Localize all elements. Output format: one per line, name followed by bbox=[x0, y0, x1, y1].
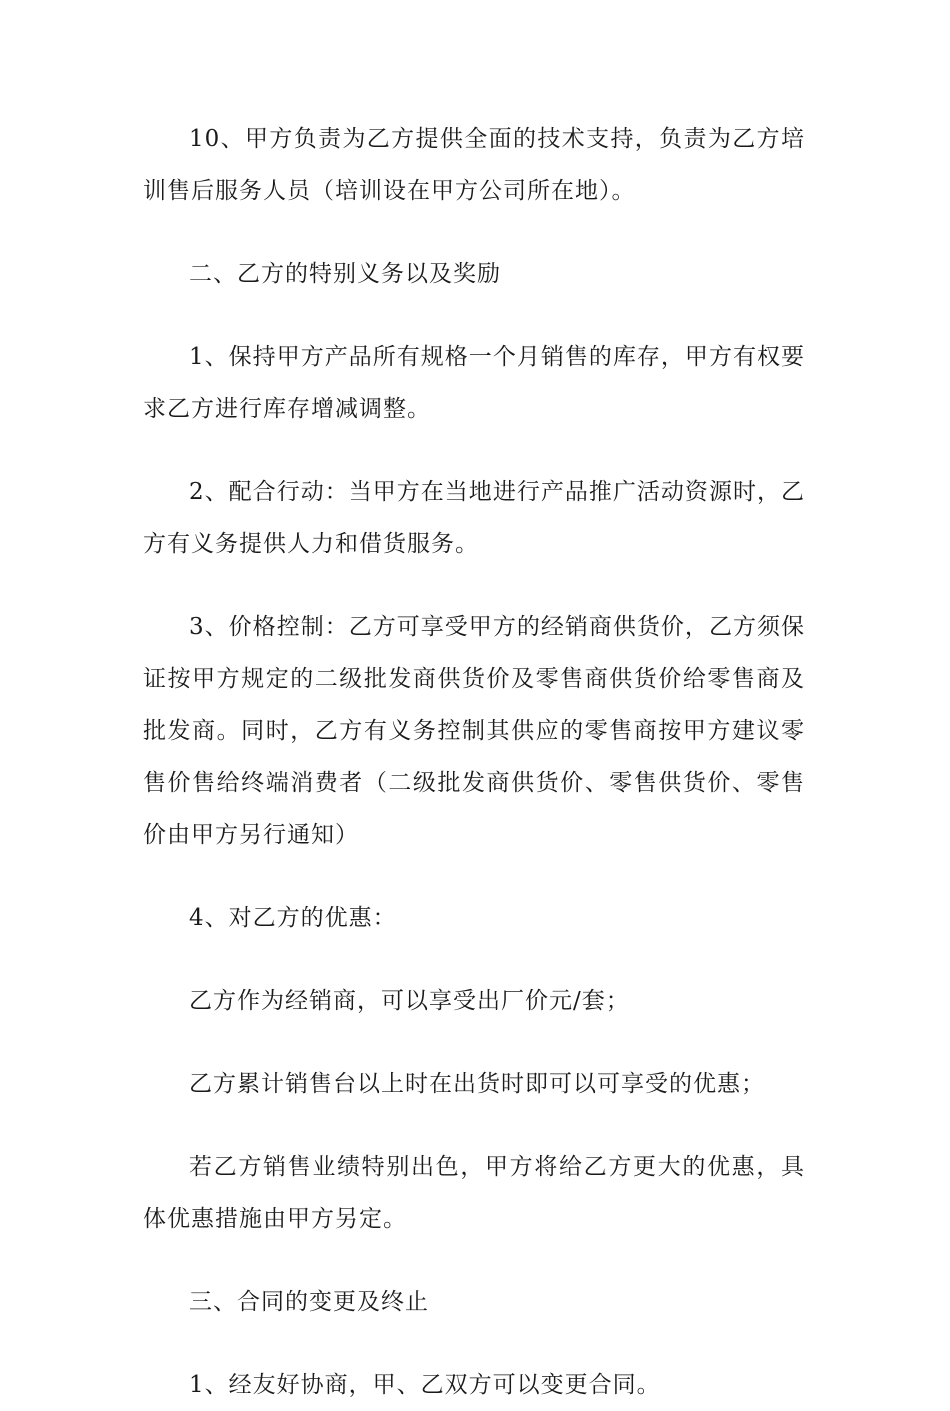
document-body bbox=[143, 113, 805, 1411]
discount-factory-price: 乙方作为经销商，可以享受出厂价元/套； bbox=[189, 988, 630, 1014]
clause-1-inventory: 1、保持甲方产品所有规格一个月销售的库存，甲方有权要求乙方进行库存增减调整。 bbox=[143, 344, 805, 422]
section-heading-2: 二、乙方的特别义务以及奖励 bbox=[189, 261, 501, 287]
clause-2-cooperation: 2、配合行动：当甲方在当地进行产品推广活动资源时，乙方有义务提供人力和借货服务。 bbox=[143, 479, 805, 557]
clause-4-discounts: 4、对乙方的优惠： bbox=[189, 905, 397, 931]
discount-performance: 若乙方销售业绩特别出色，甲方将给乙方更大的优惠，具体优惠措施由甲方另定。 bbox=[143, 1154, 805, 1232]
clause-10-tech-support: 10、甲方负责为乙方提供全面的技术支持，负责为乙方培训售后服务人员（培训设在甲方公司所在地）。 bbox=[143, 126, 805, 204]
clause-3-price-control: 3、价格控制：乙方可享受甲方的经销商供货价，乙方须保证按甲方规定的二级批发商供货价及零售商供货价给零售商及批发商。同时，乙方有义务控制其供应的零售商按甲方建议零售价售给终端消费者（二级批发商供货价、零售供货价、零售价由甲方另行通知） bbox=[143, 614, 805, 848]
section-heading-3: 三、合同的变更及终止 bbox=[189, 1289, 429, 1315]
discount-volume: 乙方累计销售台以上时在出货时即可以可享受的优惠； bbox=[189, 1071, 765, 1097]
clause-1-amendment: 1、经友好协商，甲、乙双方可以变更合同。 bbox=[189, 1372, 661, 1398]
